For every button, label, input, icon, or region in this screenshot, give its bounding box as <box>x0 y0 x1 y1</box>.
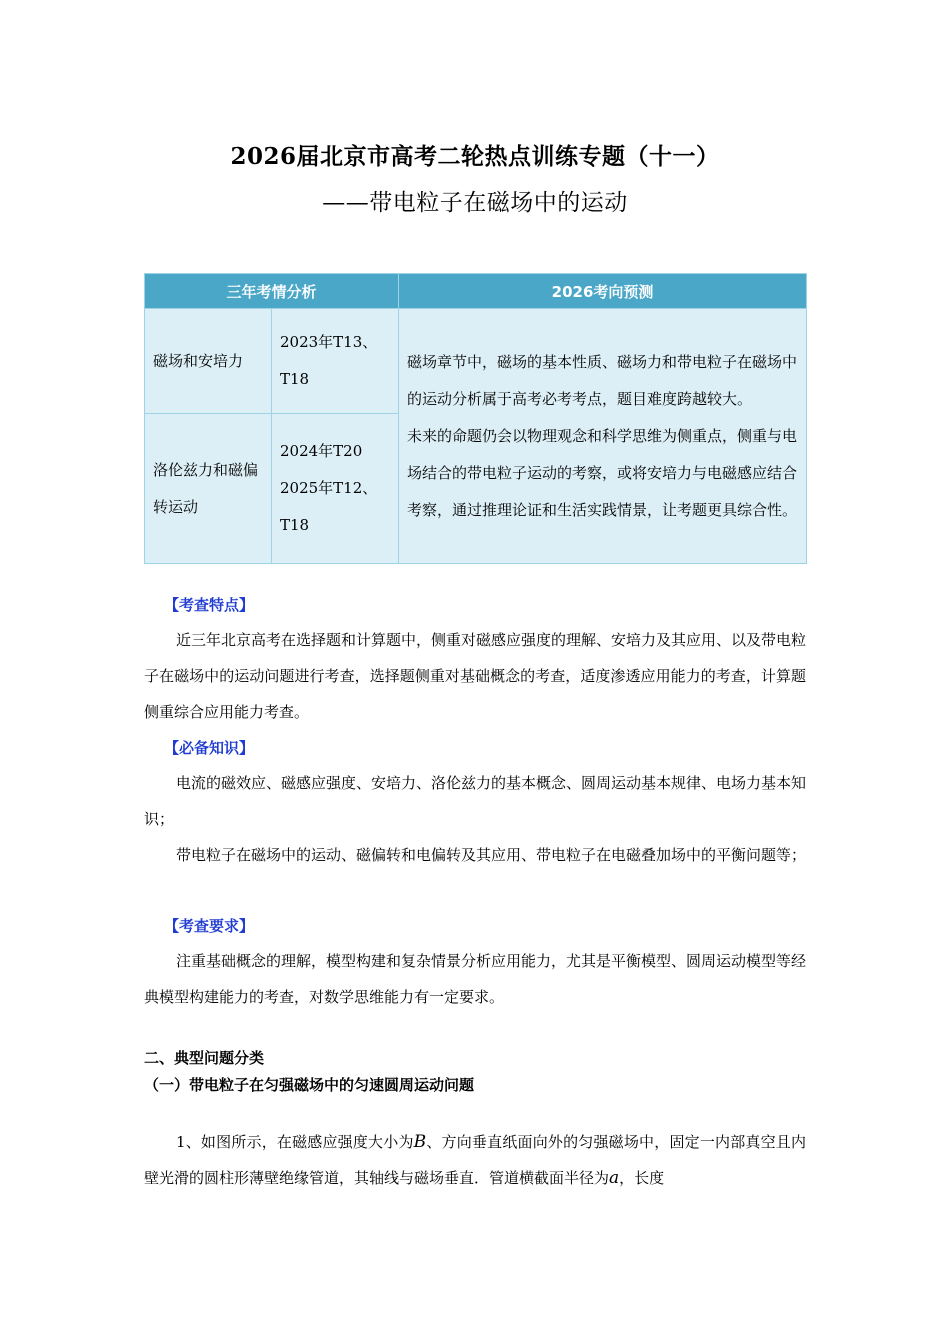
years-cell: 2023年T13、T18 <box>272 309 399 414</box>
forecast-paragraph: 磁场章节中，磁场的基本性质、磁场力和带电粒子在磁场中的运动分析属于高考必考考点，题目难度跨越较大。 <box>407 352 798 408</box>
page-subtitle: ——带电粒子在磁场中的运动 <box>322 190 628 216</box>
forecast-cell <box>399 309 807 564</box>
section-heading-features: 【考查特点】 <box>164 596 255 614</box>
topic-cell: 洛伦兹力和磁偏转运动 <box>145 414 272 564</box>
math-variable-a: a <box>609 1168 620 1188</box>
classification-subheading: （一）带电粒子在匀强磁场中的匀速圆周运动问题 <box>144 1076 475 1094</box>
question-text: 、方向垂直纸面向外的匀强磁场中，固定一内部真空且内壁光滑的圆柱形薄壁绝缘管道，其轴线与磁场垂直．管道横截面半径为 <box>144 1133 806 1187</box>
page-title: 2026届北京市高考二轮热点训练专题（十一） <box>230 143 720 170</box>
knowledge-paragraph: 带电粒子在磁场中的运动、磁偏转和电偏转及其应用、带电粒子在电磁叠加场中的平衡问题等； <box>176 846 807 864</box>
question-1 <box>144 1124 806 1196</box>
forecast-paragraph: 未来的命题仍会以物理观念和科学思维为侧重点，侧重与电场结合的带电粒子运动的考察，或将安培力与电磁感应结合考察，通过推理论证和生活实践情景，让考题更具综合性。 <box>407 426 798 519</box>
exam-analysis-table <box>144 273 807 564</box>
classification-heading: 二、典型问题分类 <box>144 1049 265 1067</box>
col-header-forecast: 2026考向预测 <box>399 274 807 309</box>
math-variable-b: B <box>413 1132 427 1152</box>
section-heading-requirements: 【考查要求】 <box>164 917 255 935</box>
question-text: ，长度 <box>619 1169 665 1187</box>
col-header-analysis: 三年考情分析 <box>145 274 399 309</box>
topic-cell: 磁场和安培力 <box>145 309 272 414</box>
question-text: 1、如图所示，在磁感应强度大小为 <box>176 1133 414 1151</box>
years-cell: 2024年T20 2025年T12、T18 <box>272 414 399 564</box>
requirements-paragraph: 注重基础概念的理解，模型构建和复杂情景分析应用能力，尤其是平衡模型、圆周运动模型等经典模型构建能力的考查，对数学思维能力有一定要求。 <box>144 952 807 1006</box>
features-paragraph: 近三年北京高考在选择题和计算题中，侧重对磁感应强度的理解、安培力及其应用、以及带电粒子在磁场中的运动问题进行考查，选择题侧重对基础概念的考查，适度渗透应用能力的考查，计算题侧重综合应用能力考查。 <box>144 631 807 721</box>
knowledge-paragraph: 电流的磁效应、磁感应强度、安培力、洛伦兹力的基本概念、圆周运动基本规律、电场力基本知识； <box>144 774 807 828</box>
section-heading-knowledge: 【必备知识】 <box>164 739 255 757</box>
